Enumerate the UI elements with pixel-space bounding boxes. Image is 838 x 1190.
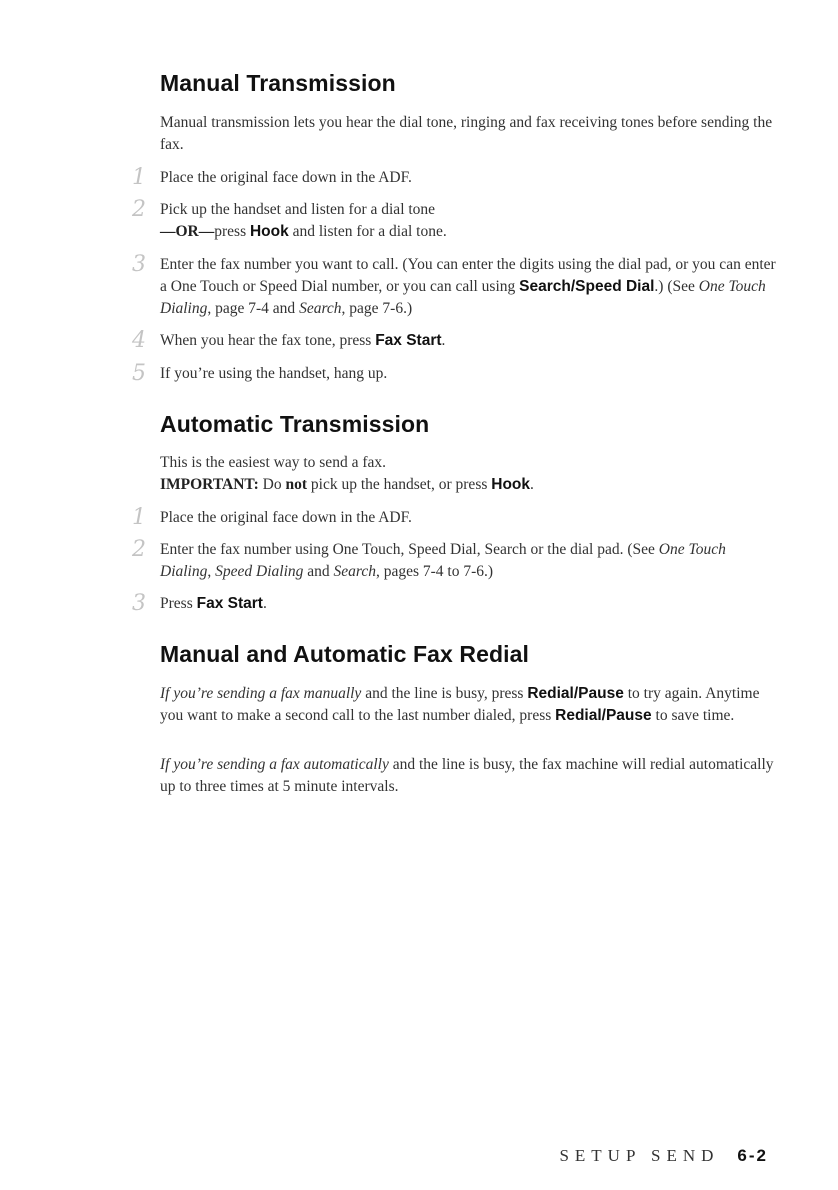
step-number: 5 xyxy=(132,361,146,386)
paragraph-text: and the line is busy, press xyxy=(365,685,524,702)
step-text: When you hear the fax tone, press xyxy=(160,332,372,349)
reference-link: Speed Dialing xyxy=(215,563,304,580)
step-text: Pick up the handset and listen for a dial tone xyxy=(160,201,436,218)
key-name-fax-start: Fax Start xyxy=(375,332,442,349)
note-text: . xyxy=(530,476,534,493)
reference-link: One Touch Dialing xyxy=(160,278,766,317)
section-title-automatic-transmission: Automatic Transmission xyxy=(160,411,430,437)
step-text: , page 7-6.) xyxy=(341,300,413,317)
footer-chapter: SETUP SEND xyxy=(559,1146,720,1165)
page-footer xyxy=(559,1146,768,1166)
manual-step-2 xyxy=(160,199,780,243)
step-number: 1 xyxy=(132,165,146,190)
manual-step-5: If you’re using the handset, hang up. xyxy=(160,365,388,382)
step-text: , pages 7-4 to 7-6.) xyxy=(375,563,494,580)
important-label: IMPORTANT: xyxy=(160,476,259,493)
key-name-search-speed-dial: Search/Speed Dial xyxy=(519,278,655,295)
key-name-redial-pause: Redial/Pause xyxy=(527,685,624,702)
automatic-step-3 xyxy=(160,593,780,615)
automatic-step-2 xyxy=(160,539,780,583)
step-text: Enter the fax number using One Touch, Speed Dial, Search or the dial pad. (See xyxy=(160,541,655,558)
emphasis-text: If you’re sending a fax manually xyxy=(160,685,362,702)
redial-paragraph-automatic xyxy=(160,754,780,798)
reference-link: Search xyxy=(333,563,376,580)
paragraph-text: to save time. xyxy=(655,707,735,724)
step-text: , page 7-4 and xyxy=(207,300,296,317)
manual-step-4 xyxy=(160,330,780,352)
note-text: Do xyxy=(262,476,282,493)
key-name-hook: Hook xyxy=(491,476,531,493)
automatic-step-1: Place the original face down in the ADF. xyxy=(160,509,412,526)
step-number: 3 xyxy=(132,252,146,277)
manual-intro: Manual transmission lets you hear the dial tone, ringing and fax receiving tones before sending the fax. xyxy=(160,114,773,153)
reference-link: Search xyxy=(299,300,342,317)
paragraph-text: to try again. Anytime you want to make a second call to the last number dialed, press xyxy=(160,685,760,724)
step-number: 2 xyxy=(132,197,146,222)
step-text: and listen for a dial tone. xyxy=(292,223,447,240)
paragraph-text: and the line is busy, the fax machine will redial automatically up to three times at 5 minute intervals. xyxy=(160,756,774,795)
step-text: and xyxy=(307,563,330,580)
or-label: —OR— xyxy=(160,223,215,240)
key-name-redial-pause: Redial/Pause xyxy=(555,707,652,724)
step-number: 2 xyxy=(132,537,146,562)
important-note xyxy=(160,474,780,496)
step-text: . xyxy=(441,332,446,349)
step-number: 4 xyxy=(132,328,146,353)
step-text: , xyxy=(207,563,212,580)
step-text: Press xyxy=(160,595,193,612)
section-title-fax-redial: Manual and Automatic Fax Redial xyxy=(160,641,530,667)
emphasis-text: If you’re sending a fax automatically xyxy=(160,756,389,773)
key-name-fax-start: Fax Start xyxy=(196,595,263,612)
key-name-hook: Hook xyxy=(249,223,289,240)
redial-paragraph-manual xyxy=(160,683,780,727)
page-number: 6-2 xyxy=(737,1146,768,1165)
manual-step-1: Place the original face down in the ADF. xyxy=(160,169,412,186)
step-number: 1 xyxy=(132,505,146,530)
step-text: . xyxy=(262,595,267,612)
step-text: .) (See xyxy=(654,278,695,295)
emphasis-not: not xyxy=(285,476,308,493)
automatic-intro: This is the easiest way to send a fax. xyxy=(160,454,386,471)
manual-step-3 xyxy=(160,254,780,320)
step-text: press xyxy=(214,223,247,240)
reference-link: One Touch Dialing xyxy=(160,541,726,580)
step-number: 3 xyxy=(132,591,146,616)
step-text: Enter the fax number you want to call. (You can enter the digits using the dial pad, or you can enter a One Touch or Speed Dial number, or you can call using xyxy=(160,256,776,295)
note-text: pick up the handset, or press xyxy=(310,476,488,493)
section-title-manual-transmission: Manual Transmission xyxy=(160,70,396,96)
